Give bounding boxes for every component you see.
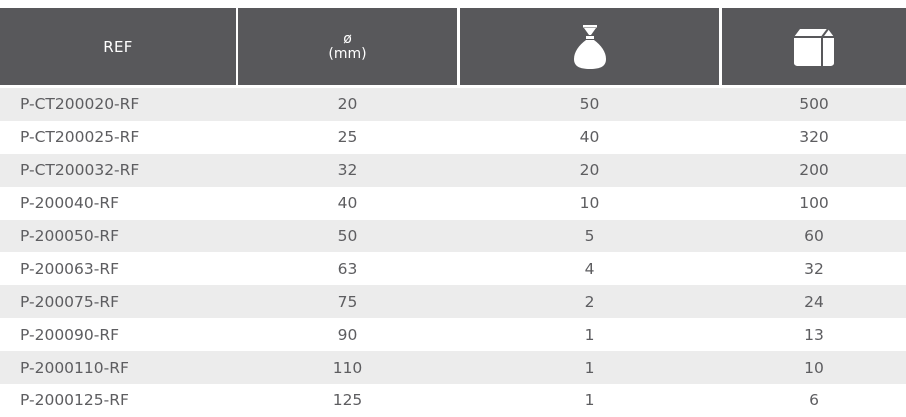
cell-diameter: 125	[332, 391, 363, 410]
cell-box-qty: 6	[809, 391, 819, 410]
cell-ref: P-200040-RF	[20, 194, 120, 213]
cell-diameter: 40	[337, 194, 358, 213]
header-box	[722, 8, 906, 85]
cell-bag-qty: 1	[584, 358, 595, 377]
table-body	[0, 88, 906, 417]
table-row	[0, 384, 906, 417]
cell-box-qty: 24	[804, 292, 824, 311]
cell-diameter: 75	[337, 292, 358, 311]
cell-bag-qty: 10	[579, 194, 600, 213]
cell-bag-qty: 5	[584, 227, 595, 245]
table-row	[0, 220, 906, 253]
diameter-symbol: ø	[343, 30, 352, 47]
cell-bag-qty: 1	[584, 325, 595, 344]
header-ref-label: REF	[103, 37, 133, 56]
cell-bag-qty: 20	[579, 161, 600, 180]
cell-box-qty: 13	[804, 325, 824, 344]
cell-diameter: 110	[332, 358, 363, 377]
table-row	[0, 285, 906, 318]
cell-bag-qty: 2	[584, 292, 595, 311]
header-ref	[0, 8, 236, 85]
header-diameter-text	[328, 32, 366, 62]
cell-box-qty: 100	[799, 194, 829, 213]
header-diameter	[238, 8, 457, 85]
cell-bag-qty: 1	[584, 391, 595, 410]
cell-box-qty: 32	[804, 259, 824, 278]
cell-ref: P-200063-RF	[20, 259, 120, 278]
cell-box-qty: 10	[804, 358, 824, 377]
table-row	[0, 252, 906, 285]
cell-diameter: 50	[337, 227, 358, 245]
cell-diameter: 20	[337, 95, 358, 114]
cell-ref: P-200090-RF	[20, 325, 120, 344]
cell-box-qty: 60	[804, 227, 824, 245]
table-row	[0, 88, 906, 121]
cell-box-qty: 200	[799, 161, 829, 180]
cell-ref: P-CT200032-RF	[20, 161, 140, 180]
diameter-unit: (mm)	[328, 45, 367, 62]
cell-ref: P-CT200020-RF	[20, 95, 140, 114]
cell-diameter: 32	[337, 161, 358, 180]
table-row	[0, 154, 906, 187]
cell-box-qty: 500	[799, 95, 829, 114]
cell-bag-qty: 4	[584, 259, 595, 278]
box-icon	[792, 27, 836, 67]
cell-diameter: 25	[337, 128, 358, 147]
bag-icon	[573, 25, 607, 69]
cell-ref: P-200075-RF	[20, 292, 120, 311]
cell-bag-qty: 50	[579, 95, 600, 114]
cell-diameter: 63	[337, 259, 358, 278]
cell-ref: P-2000125-RF	[20, 391, 129, 410]
table-row	[0, 187, 906, 220]
cell-ref: P-2000110-RF	[20, 358, 129, 377]
cell-bag-qty: 40	[579, 128, 600, 147]
cell-ref: P-200050-RF	[20, 227, 120, 245]
table-row	[0, 318, 906, 351]
table-row	[0, 351, 906, 384]
header-bag	[460, 8, 719, 85]
cell-ref: P-CT200025-RF	[20, 128, 140, 147]
cell-diameter: 90	[337, 325, 358, 344]
table-row	[0, 121, 906, 154]
cell-box-qty: 320	[799, 128, 829, 147]
